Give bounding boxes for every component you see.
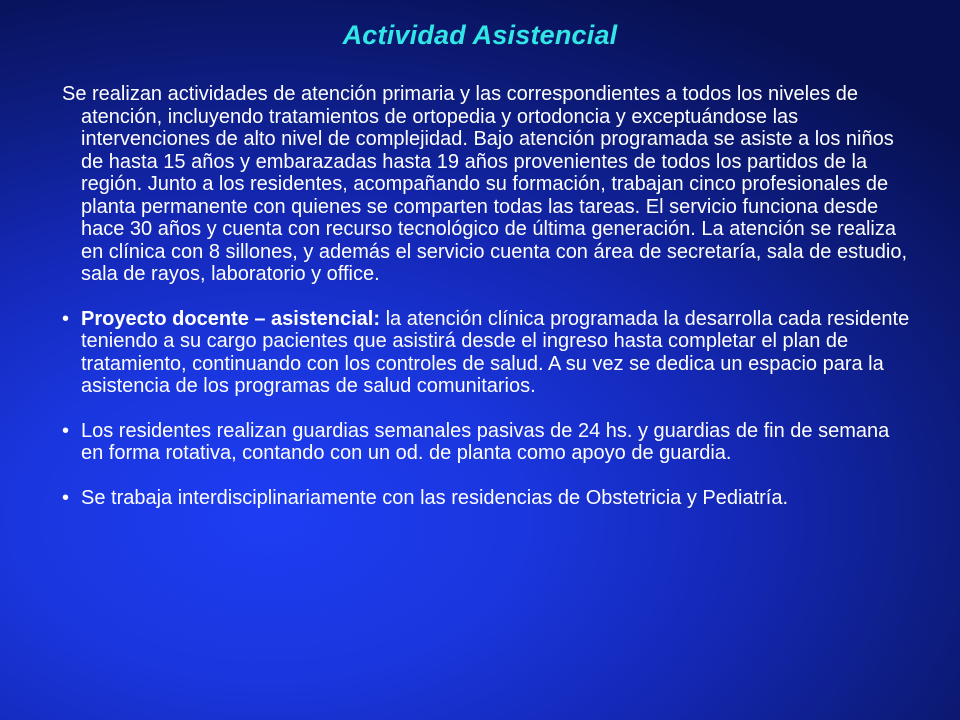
slide-content xyxy=(62,83,910,509)
bullet-icon: • xyxy=(62,486,70,509)
bullet-item-docente-asistencial xyxy=(62,308,910,398)
bullet-item-guardias xyxy=(62,420,910,465)
bullet-bold-label: Proyecto docente – asistencial: xyxy=(81,307,381,330)
bullet-text: Los residentes realizan guardias semanales pasivas de 24 hs. y guardias de fin de semana en forma rotativa, contando con un od. de planta como apoyo de guardia. xyxy=(81,419,890,464)
bullet-text: la atención clínica programada la desarrolla cada residente teniendo a su cargo pacientes que asistirá desde el ingreso hasta completar el plan de tratamiento, continuando con los controles de salud. A su vez se dedica un espacio para la asistencia de los programas de salud comunitarios. xyxy=(81,307,910,397)
bullet-text: Se trabaja interdisciplinariamente con las residencias de Obstetricia y Pediatría. xyxy=(81,486,789,509)
bullet-item-interdisciplinario xyxy=(62,487,910,510)
intro-paragraph: Se realizan actividades de atención primaria y las correspondientes a todos los niveles de atención, incluyendo tratamientos de ortopedia y ortodoncia y exceptuándose las intervenciones de alto nivel de complejidad. Bajo atención programada se asiste a los niños de hasta 15 años y embarazadas hasta 19 años provenientes de todos los partidos de la región. Junto a los residentes, acompañando su formación, trabajan cinco profesionales de planta permanente con quienes se comparten todas las tareas. El servicio funciona desde hace 30 años y cuenta con recurso tecnológico de última generación. La atención se realiza en clínica con 8 sillones, y además el servicio cuenta con área de secretaría, sala de estudio, sala de rayos, laboratorio y office. xyxy=(62,83,908,285)
bullet-icon: • xyxy=(62,307,70,330)
slide-title: Actividad Asistencial xyxy=(342,20,618,50)
bullet-list xyxy=(62,308,910,510)
bullet-icon: • xyxy=(62,419,70,442)
